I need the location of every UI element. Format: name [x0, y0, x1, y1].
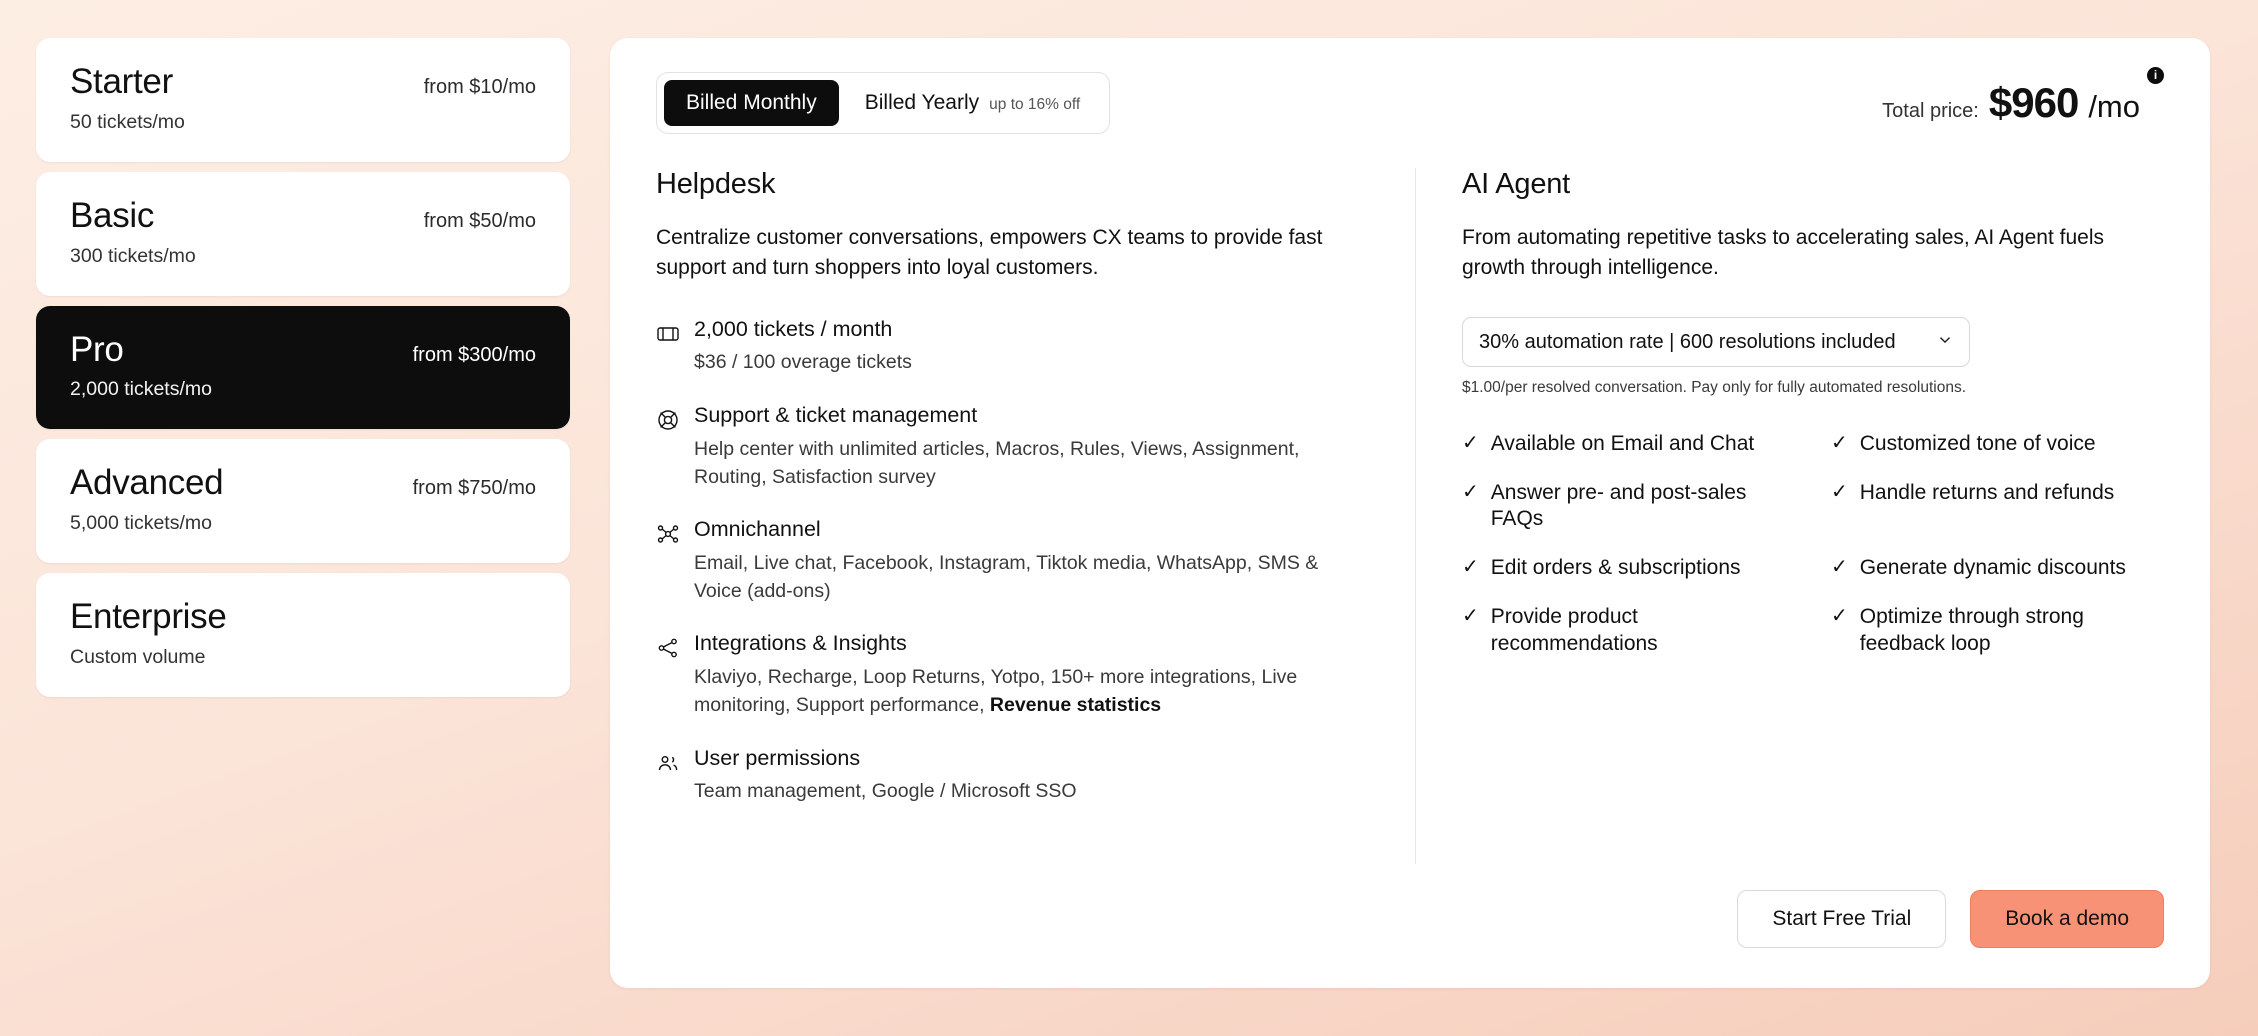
feature-title: Support & ticket management — [694, 403, 978, 428]
info-icon[interactable]: i — [2147, 67, 2164, 84]
plan-price: from $300/mo — [412, 343, 536, 366]
plan-name: Advanced — [70, 463, 224, 503]
list-item — [1831, 604, 2164, 658]
feature-title: Integrations & Insights — [694, 631, 907, 656]
plan-card-enterprise[interactable] — [36, 573, 570, 697]
feature-row — [656, 746, 1375, 806]
total-price — [1882, 68, 2164, 127]
list-item — [1831, 480, 2164, 534]
helpdesk-description: Centralize customer conversations, empowers CX teams to provide fast support and turn shoppers into loyal customers. — [656, 226, 1323, 279]
plan-name: Starter — [70, 62, 173, 101]
automation-note: $1.00/per resolved conversation. Pay only for fully automated resolutions. — [1462, 378, 1967, 396]
feature-row — [656, 317, 1375, 377]
feature-title: 2,000 tickets / month — [694, 316, 893, 341]
plan-price: from $50/mo — [423, 209, 536, 232]
feature-subtitle: Help center with unlimited articles, Macros, Rules, Views, Assignment, Routing, Satisfaction survey — [694, 437, 1300, 488]
feature-title: User permissions — [694, 745, 861, 770]
card-actions — [656, 890, 2164, 948]
check-icon: ✓ — [1831, 556, 1848, 579]
ai-agent-description: From automating repetitive tasks to accelerating sales, AI Agent fuels growth through intelligence. — [1462, 226, 2104, 279]
check-icon: ✓ — [1831, 431, 1848, 454]
plan-name: Enterprise — [70, 597, 227, 636]
feature-text — [694, 631, 1354, 719]
ai-agent-column — [1416, 168, 2164, 864]
users-icon — [656, 751, 680, 775]
capability-label: Available on Email and Chat — [1490, 431, 1755, 455]
billing-monthly-button[interactable]: Billed Monthly — [664, 80, 839, 126]
plan-name: Pro — [70, 329, 124, 369]
capability-label: Generate dynamic discounts — [1859, 556, 2126, 580]
card-header — [656, 68, 2164, 134]
check-icon: ✓ — [1462, 431, 1479, 454]
capability-label: Edit orders & subscriptions — [1490, 556, 1741, 580]
plan-card-advanced[interactable] — [36, 439, 570, 563]
feature-columns — [656, 168, 2164, 864]
list-item — [1462, 604, 1795, 658]
capability-label: Handle returns and refunds — [1859, 480, 2115, 504]
capability-label: Provide product recommendations — [1490, 605, 1658, 655]
feature-text — [694, 746, 1077, 806]
automation-rate-select-wrapper — [1462, 317, 1970, 367]
feature-text — [694, 403, 1354, 491]
book-a-demo-button[interactable]: Book a demo — [1970, 890, 2164, 948]
total-price-value: $960 — [1988, 79, 2079, 126]
lifebuoy-icon — [656, 408, 680, 432]
feature-subtitle: Team management, Google / Microsoft SSO — [694, 780, 1077, 803]
list-item — [1462, 480, 1795, 534]
plan-price: from $10/mo — [423, 76, 536, 98]
ticket-icon — [656, 322, 680, 346]
plan-volume: 2,000 tickets/mo — [70, 378, 212, 401]
ai-agent-title: AI Agent — [1462, 168, 1571, 200]
check-icon: ✓ — [1831, 605, 1848, 628]
check-icon: ✓ — [1831, 480, 1848, 503]
capability-label: Customized tone of voice — [1859, 431, 2096, 455]
list-item — [1462, 555, 1795, 582]
start-free-trial-button[interactable]: Start Free Trial — [1737, 890, 1946, 948]
list-item — [1831, 555, 2164, 582]
plan-list — [36, 38, 570, 988]
plan-volume: 5,000 tickets/mo — [70, 512, 212, 534]
plan-price: from $750/mo — [412, 477, 536, 500]
feature-subtitle — [694, 664, 1354, 719]
check-icon: ✓ — [1462, 605, 1479, 628]
plan-card-starter[interactable] — [36, 38, 570, 162]
billing-yearly-label: Billed Yearly — [864, 91, 980, 114]
feature-subtitle: $36 / 100 overage tickets — [694, 351, 912, 374]
plan-detail-card — [610, 38, 2210, 988]
plan-name: Basic — [70, 195, 155, 235]
helpdesk-column — [656, 168, 1416, 864]
ai-capability-list — [1462, 431, 2164, 658]
list-item — [1462, 431, 1795, 458]
plan-card-pro[interactable] — [36, 306, 570, 430]
capability-label: Answer pre- and post-sales FAQs — [1490, 480, 1747, 531]
feature-subtitle-emphasis: Revenue statistics — [989, 693, 1162, 716]
feature-row — [656, 631, 1375, 719]
feature-text — [694, 317, 912, 377]
feature-title: Omnichannel — [694, 517, 821, 542]
billing-period-toggle[interactable] — [656, 72, 1110, 134]
share-nodes-icon — [656, 636, 680, 660]
check-icon: ✓ — [1462, 480, 1479, 503]
check-icon: ✓ — [1462, 556, 1479, 579]
feature-row — [656, 517, 1375, 605]
automation-rate-select[interactable] — [1462, 317, 1970, 367]
plan-card-basic[interactable] — [36, 172, 570, 296]
billing-yearly-discount: up to 16% off — [989, 96, 1081, 113]
capability-label: Optimize through strong feedback loop — [1859, 605, 2084, 655]
feature-subtitle-text: Klaviyo, Recharge, Loop Returns, Yotpo, 150+ more integrations, Live monitoring, Support performance, — [694, 666, 1298, 716]
plan-card-header — [70, 195, 536, 235]
plan-volume: Custom volume — [70, 645, 206, 668]
helpdesk-title: Helpdesk — [656, 168, 776, 200]
total-price-label: Total price: — [1882, 100, 1979, 122]
plan-card-header — [70, 64, 536, 101]
plan-card-header — [70, 465, 536, 502]
omnichannel-icon — [656, 522, 680, 546]
plan-volume: 50 tickets/mo — [70, 110, 185, 133]
feature-text — [694, 517, 1354, 605]
feature-row — [656, 403, 1375, 491]
total-price-period: /mo — [2088, 89, 2140, 124]
plan-volume: 300 tickets/mo — [70, 244, 196, 267]
plan-card-header — [70, 599, 536, 636]
plan-card-header — [70, 329, 536, 369]
feature-subtitle: Email, Live chat, Facebook, Instagram, Tiktok media, WhatsApp, SMS & Voice (add-ons) — [694, 552, 1319, 602]
billing-yearly-button[interactable] — [843, 80, 1102, 126]
list-item — [1831, 431, 2164, 458]
